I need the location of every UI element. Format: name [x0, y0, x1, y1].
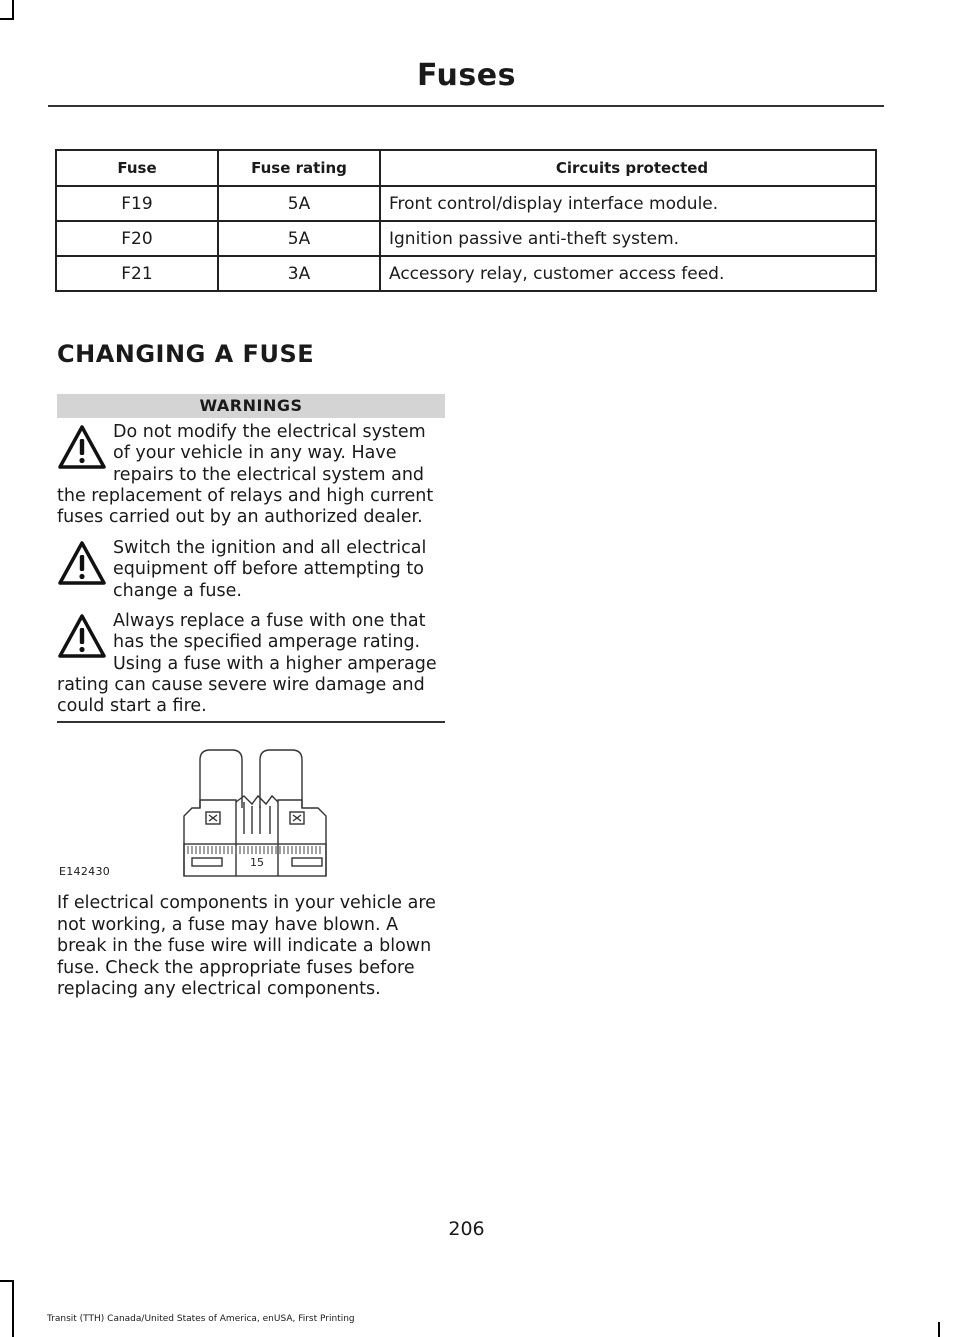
figure-code: E142430	[59, 865, 111, 878]
warning-item	[57, 422, 447, 528]
cell-circuits-protected: Accessory relay, customer access feed.	[380, 256, 876, 291]
fuse-illustration	[178, 746, 340, 878]
page-number: 206	[448, 1218, 485, 1240]
section-title: CHANGING A FUSE	[57, 340, 315, 368]
cell-circuits-protected: Front control/display interface module.	[380, 186, 876, 221]
crop-mark-bottom-left	[0, 1280, 14, 1282]
cell-fuse-rating: 3A	[218, 256, 380, 291]
cell-fuse-rating: 5A	[218, 186, 380, 221]
column-header-fuse: Fuse	[56, 150, 218, 186]
cell-fuse: F19	[56, 186, 218, 221]
fuse-rating-label: 15	[250, 856, 264, 869]
crop-mark-top-left	[12, 0, 14, 20]
header-divider	[48, 105, 884, 107]
footer-text: Transit (TTH) Canada/United States of America, enUSA, First Printing	[47, 1314, 355, 1324]
warning-text: Switch the ignition and all electrical equipment off before attempting to change a fuse.	[113, 538, 427, 601]
table-row	[56, 186, 876, 221]
warning-triangle-icon	[57, 424, 107, 470]
page-header-title: Fuses	[417, 58, 516, 93]
column-header-fuse-rating: Fuse rating	[218, 150, 380, 186]
warning-text: Always replace a fuse with one that has the specified amperage rating. Using a fuse with a higher amperage rating can cause severe wire damage and could start a fire.	[57, 611, 437, 717]
fuse-table	[55, 149, 877, 292]
column-header-circuits-protected: Circuits protected	[380, 150, 876, 186]
warning-triangle-icon	[57, 613, 107, 659]
warning-item	[57, 538, 447, 602]
warning-triangle-icon	[57, 540, 107, 586]
cell-circuits-protected: Ignition passive anti-theft system.	[380, 221, 876, 256]
cell-fuse: F21	[56, 256, 218, 291]
table-header-row	[56, 150, 876, 186]
warning-item	[57, 611, 447, 717]
crop-mark-bottom-left	[12, 1280, 14, 1337]
table-row	[56, 256, 876, 291]
crop-mark-bottom-right	[938, 1322, 940, 1337]
warning-text: Do not modify the electrical system of your vehicle in any way. Have repairs to the electrical system and the replacement of relays and high current fuses carried out by an authorized dealer.	[57, 422, 434, 528]
crop-mark-top-left	[0, 18, 14, 20]
table-row	[56, 221, 876, 256]
warnings-divider	[57, 721, 445, 723]
body-paragraph: If electrical components in your vehicle are not working, a fuse may have blown. A break in the fuse wire will indicate a blown fuse. Check the appropriate fuses before replacing any electrical components.	[57, 893, 436, 999]
cell-fuse: F20	[56, 221, 218, 256]
warnings-header: WARNINGS	[57, 394, 445, 418]
cell-fuse-rating: 5A	[218, 221, 380, 256]
